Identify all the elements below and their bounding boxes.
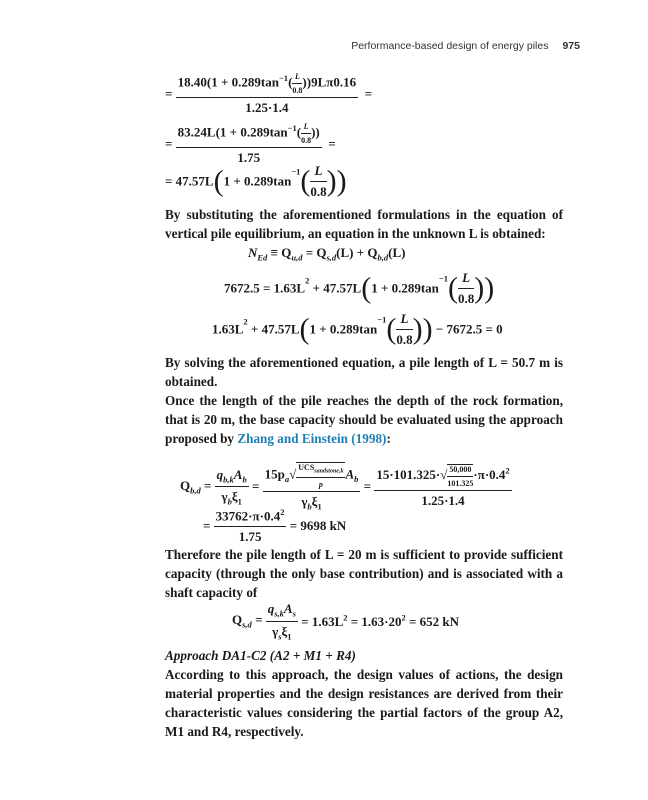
paragraph-5: According to this approach, the design values of actions, the design material properties and the design resistances are derived from their characteristic values considering the partial factors of the group A2, M1 and R4, respectively. xyxy=(165,667,563,739)
equation-2: = $83.24L(1 + 0.289\tan^{-1}$( $\frac{L}{0.8}$ )) 1.75 = xyxy=(165,122,336,165)
running-header xyxy=(351,40,580,52)
citation-link[interactable]: Zhang and Einstein (1998) xyxy=(237,431,387,446)
shaft-capacity-equation: $Q_{s,d}$ = $\frac{q_{s,k}A_s}{\gamma_s\xi_1}$ = $1.63L^2 = 1.63\cdot 20^2 = 652$ kN xyxy=(232,601,460,642)
equilibrium-line-3: $1.63L^2 + 47.57L(1 + 0.289\tan^{-1}$( $\frac{L}{0.8}$ )) − 7672.5 = 0 xyxy=(212,311,503,347)
paragraph-3: Once the length of the pile reaches the depth of the rock formation, that is 20 m, the base capacity should be evaluated using the approach proposed by Zhang and Einstein (1998): xyxy=(165,393,563,446)
base-capacity-result: = $\frac{33762\cdot\pi\cdot 0.4^2}{1.75}$ = 9698 kN xyxy=(203,507,347,545)
equilibrium-line-2: $7672.5 = 1.63L^2 + 47.57L(1 + 0.289\tan^{-1}$( $\frac{L}{0.8}$ )) xyxy=(224,270,495,306)
paragraph-1: By substituting the aforementioned formulations in the equation of vertical pile equilibrium, an equation in the unknown L is obtained: xyxy=(165,207,563,241)
base-capacity-equation: $Q_{b,d}$ = $\frac{q_{b,k}A_b}{\gamma_b\xi_1}$ = $15p_a√$ $\frac{UCS_{sandstone,k}}{p}$ $A_b$ $\gamma_b\xi_1$ = 15·101.325·√ $\frac{50,000}{101.325}$ $\cdot\pi\cdot 0.4^2$ 1.25·1.4 xyxy=(180,463,510,512)
paragraph-2: By solving the aforementioned equation, a pile length of L = 50.7 m is obtained. xyxy=(165,355,563,389)
page-number: 975 xyxy=(562,40,580,52)
paragraph-4: Therefore the pile length of L = 20 m is sufficient to provide sufficient capacity (through the only base contribution) and is associated with a shaft capacity of xyxy=(165,547,563,600)
equation-1: = $18.40(1 + 0.289\tan^{-1}$( $\frac{L}{0.8}$ ))9Lπ0.16 1.25·1.4 = xyxy=(165,72,373,115)
running-title: Performance-based design of energy piles xyxy=(351,40,549,52)
equation-3: = $47.57L(1 + 0.289\tan^{-1}$( $\frac{L}{0.8}$ )) xyxy=(165,163,347,199)
approach-heading: Approach DA1-C2 (A2 + M1 + R4) xyxy=(165,648,356,663)
equilibrium-equation: $N_{Ed} \equiv Q_{u,d} = Q_{s,d}(L) + Q_{b,d}(L)$ xyxy=(248,245,406,263)
